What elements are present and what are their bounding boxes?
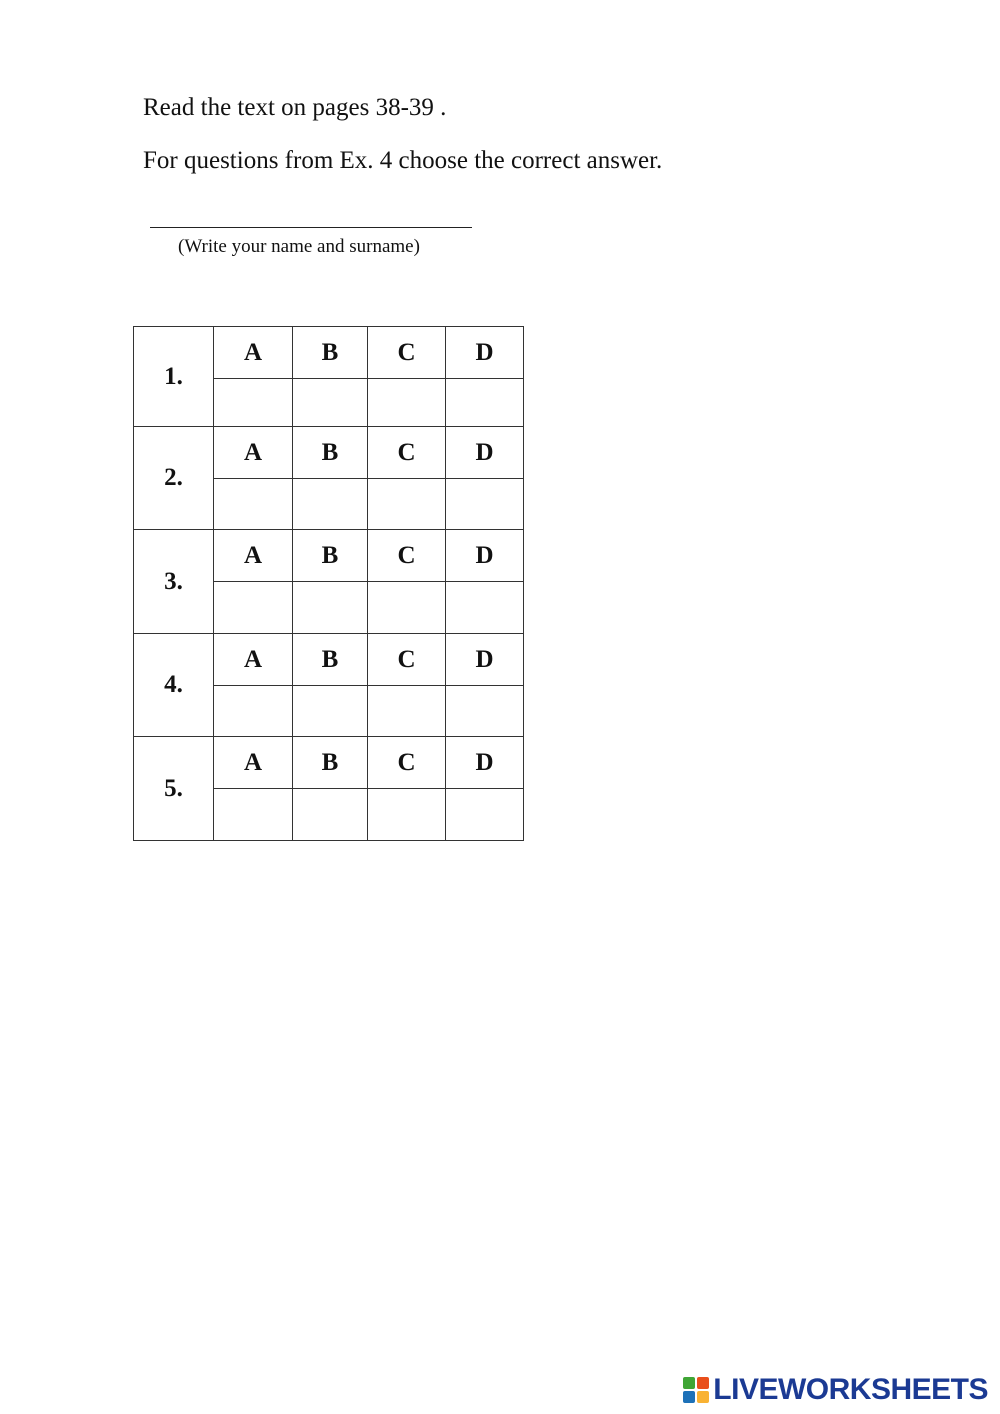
answer-row-2-options xyxy=(134,427,524,479)
option-label: A xyxy=(214,530,293,582)
answer-box[interactable] xyxy=(293,379,368,427)
answer-box[interactable] xyxy=(293,789,368,841)
option-label: B xyxy=(293,327,368,379)
logo-square xyxy=(697,1391,709,1403)
name-field-hint: (Write your name and surname) xyxy=(178,236,420,257)
answer-box[interactable] xyxy=(214,789,293,841)
answer-row-5-options xyxy=(134,737,524,789)
option-label: D xyxy=(446,530,524,582)
option-label: A xyxy=(214,737,293,789)
question-number: 2. xyxy=(134,427,214,530)
answer-box[interactable] xyxy=(214,686,293,737)
instruction-choose-answer: For questions from Ex. 4 choose the correct answer. xyxy=(143,147,663,174)
option-label: C xyxy=(368,327,446,379)
logo-square xyxy=(697,1377,709,1389)
option-label: C xyxy=(368,634,446,686)
answer-row-3-options xyxy=(134,530,524,582)
answer-box[interactable] xyxy=(446,379,524,427)
answer-box[interactable] xyxy=(368,789,446,841)
question-number: 3. xyxy=(134,530,214,634)
option-label: A xyxy=(214,427,293,479)
answer-box[interactable] xyxy=(368,379,446,427)
answer-box[interactable] xyxy=(446,479,524,530)
option-label: D xyxy=(446,737,524,789)
answer-grid xyxy=(133,326,524,841)
answer-box[interactable] xyxy=(368,582,446,634)
answer-row-1-options xyxy=(134,327,524,379)
liveworksheets-logo xyxy=(683,1374,988,1406)
logo-grid-icon xyxy=(683,1377,709,1403)
option-label: D xyxy=(446,634,524,686)
logo-text: LIVEWORKSHEETS xyxy=(713,1373,988,1406)
option-label: B xyxy=(293,427,368,479)
logo-square xyxy=(683,1377,695,1389)
question-number: 1. xyxy=(134,327,214,427)
answer-box[interactable] xyxy=(214,379,293,427)
option-label: D xyxy=(446,327,524,379)
answer-box[interactable] xyxy=(446,582,524,634)
answer-box[interactable] xyxy=(293,582,368,634)
option-label: B xyxy=(293,530,368,582)
option-label: C xyxy=(368,427,446,479)
option-label: C xyxy=(368,530,446,582)
instruction-read-text: Read the text on pages 38-39 . xyxy=(143,94,447,121)
option-label: B xyxy=(293,737,368,789)
option-label: C xyxy=(368,737,446,789)
answer-box[interactable] xyxy=(214,479,293,530)
answer-box[interactable] xyxy=(368,479,446,530)
answer-box[interactable] xyxy=(446,789,524,841)
answer-row-4-options xyxy=(134,634,524,686)
answer-box[interactable] xyxy=(446,686,524,737)
answer-box[interactable] xyxy=(293,686,368,737)
name-write-line[interactable] xyxy=(150,227,472,228)
option-label: B xyxy=(293,634,368,686)
option-label: D xyxy=(446,427,524,479)
answer-box[interactable] xyxy=(214,582,293,634)
answer-box[interactable] xyxy=(293,479,368,530)
logo-square xyxy=(683,1391,695,1403)
question-number: 4. xyxy=(134,634,214,737)
option-label: A xyxy=(214,634,293,686)
question-number: 5. xyxy=(134,737,214,841)
option-label: A xyxy=(214,327,293,379)
answer-box[interactable] xyxy=(368,686,446,737)
